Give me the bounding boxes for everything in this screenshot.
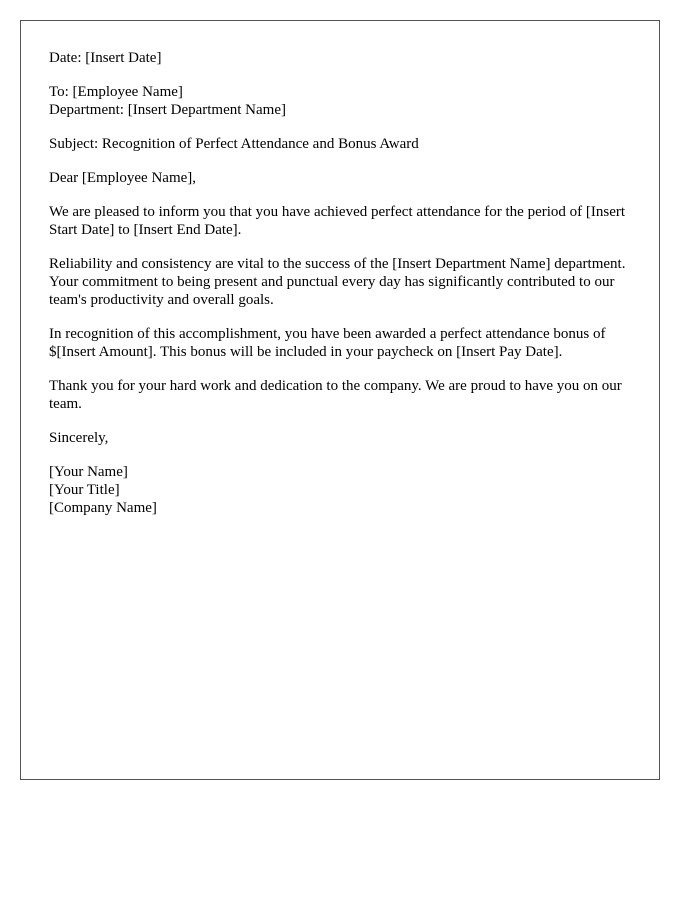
body-paragraph-bonus: In recognition of this accomplishment, you have been awarded a perfect attendance bonus of $[Insert Amount]. This bonus will be included in your paycheck on [Insert Pay Date]. xyxy=(49,326,606,360)
closing: Sincerely, xyxy=(49,430,109,446)
signature-name: [Your Name] xyxy=(49,464,128,480)
salutation: Dear [Employee Name], xyxy=(49,170,197,186)
body-paragraph-period: We are pleased to inform you that you have achieved perfect attendance for the period of [Insert Start Date] to [Insert End Date]. xyxy=(49,204,626,238)
recipient-block xyxy=(49,83,631,119)
department-line: Department: [Insert Department Name] xyxy=(49,102,286,118)
letter-page xyxy=(20,20,660,780)
signature-company: [Company Name] xyxy=(49,500,157,516)
subject-line: Subject: Recognition of Perfect Attendance and Bonus Award xyxy=(49,136,419,152)
body-paragraph-thanks: Thank you for your hard work and dedication to the company. We are proud to have you on our team. xyxy=(49,378,622,412)
date-line: Date: [Insert Date] xyxy=(49,50,162,66)
signature-block xyxy=(49,463,631,517)
to-line: To: [Employee Name] xyxy=(49,84,183,100)
signature-title: [Your Title] xyxy=(49,482,120,498)
body-paragraph-reliability: Reliability and consistency are vital to the success of the [Insert Department Name] department. Your commitment to being present and punctual every day has significantly contributed to our team's productivity and overall goals. xyxy=(49,256,626,308)
